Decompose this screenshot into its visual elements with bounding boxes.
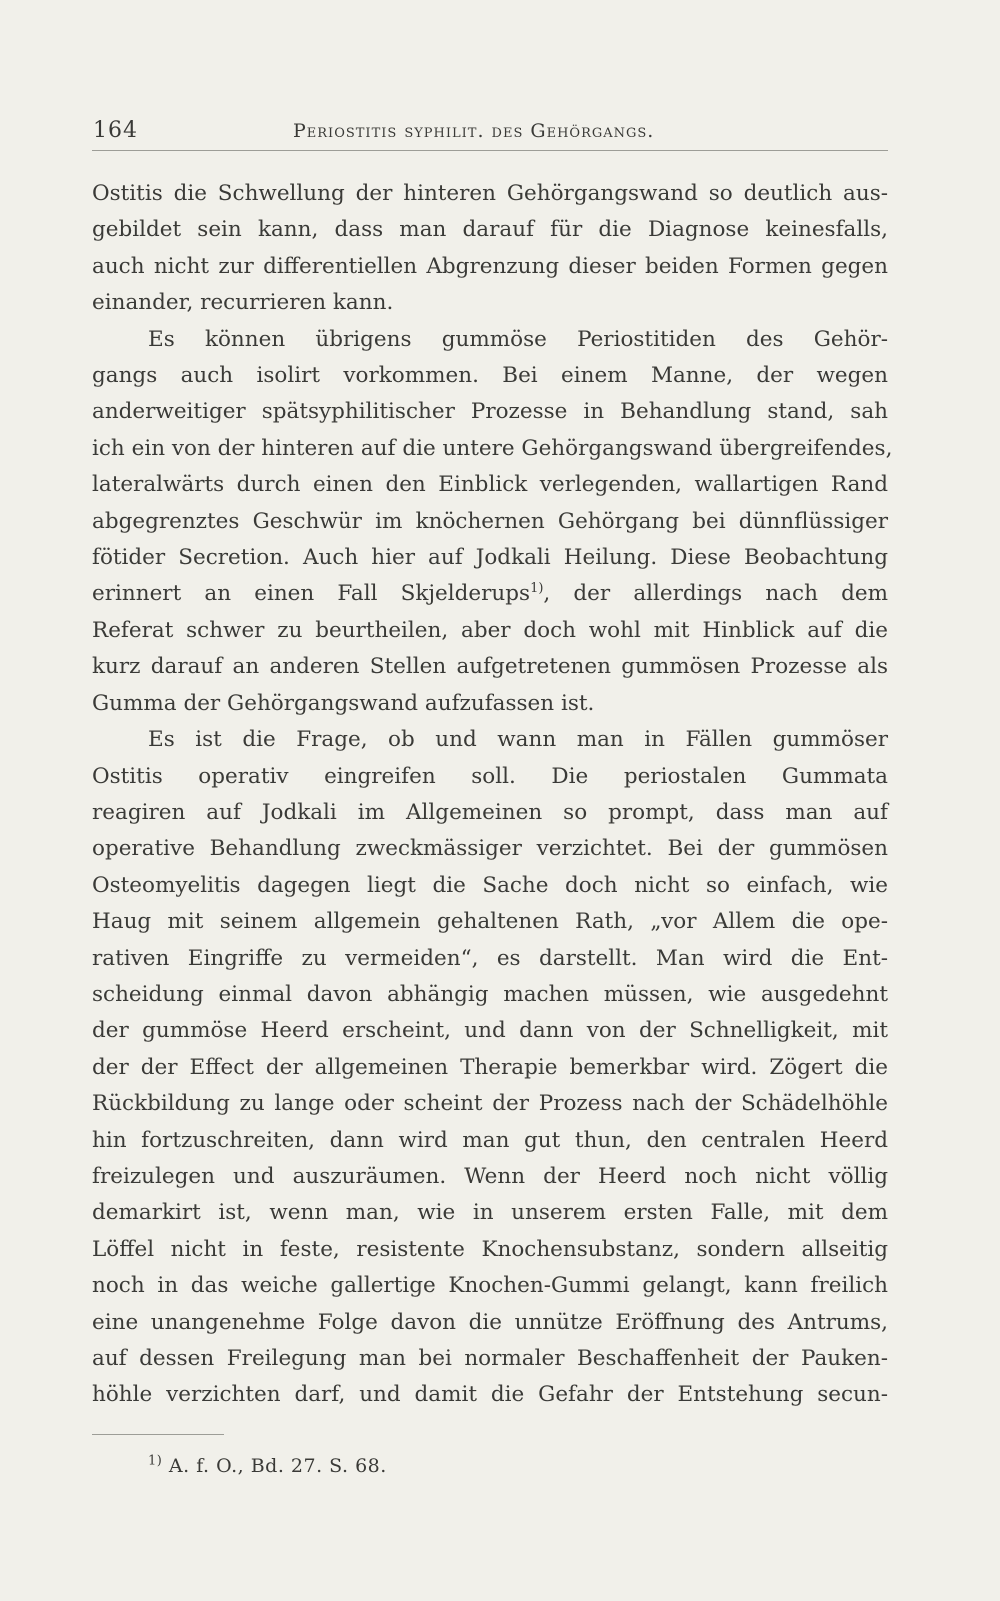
text-line: gangs auch isolirt vorkommen. Bei einem Manne, der wegen [92,363,888,389]
text-line: Ostitis operativ eingreifen soll. Die periostalen Gummata [92,763,888,789]
text-line: rativen Eingriffe zu vermeiden“, es darstellt. Man wird die Ent- [92,945,888,971]
text-line: reagiren auf Jodkali im Allgemeinen so prompt, dass man auf [92,799,888,825]
footnote [148,1455,387,1477]
text-line: Ostitis die Schwellung der hinteren Gehörgangswand so deutlich aus- [92,181,888,206]
text-line: eine unangenehme Folge davon die unnütze Eröffnung des Antrums, [92,1309,888,1335]
footnote-text: A. f. O., Bd. 27. S. 68. [168,1455,387,1477]
text-line: hin fortzuschreiten, dann wird man gut thun, den centralen Heerd [92,1127,888,1153]
text-line: freizulegen und auszuräumen. Wenn der Heerd noch nicht völlig [92,1163,888,1189]
text-line: auch nicht zur differentiellen Abgrenzung dieser beiden Formen gegen [92,253,888,279]
text-line: Haug mit seinem allgemein gehaltenen Rath, „vor Allem die ope- [92,909,888,935]
text-line: Osteomyelitis dagegen liegt die Sache doch nicht so einfach, wie [92,872,888,898]
text-line: Gumma der Gehörgangswand aufzufassen ist. [92,690,595,716]
text-line: Rückbildung zu lange oder scheint der Prozess nach der Schädelhöhle [92,1091,888,1117]
text-line: Es ist die Frage, ob und wann man in Fällen gummöser [148,727,888,753]
text-segment: , der allerdings nach dem [543,581,888,607]
text-line: der gummöse Heerd erscheint, und dann von der Schnelligkeit, mit [92,1018,888,1044]
text-line: auf dessen Freilegung man bei normaler Beschaffenheit der Pauken- [92,1346,888,1371]
text-line: der der Effect der allgemeinen Therapie bemerkbar wird. Zögert die [92,1054,888,1080]
text-line: Referat schwer zu beurtheilen, aber doch wohl mit Hinblick auf die [92,617,888,643]
footnote-marker: 1) [530,581,544,597]
text-line: gebildet sein kann, dass man darauf für die Diagnose keinesfalls, [92,217,888,243]
text-line: kurz darauf an anderen Stellen aufgetretenen gummösen Prozesse als [92,654,888,680]
header-rule [92,150,888,151]
text-line: scheidung einmal davon abhängig machen müssen, wie ausgedehnt [92,981,888,1007]
text-line: operative Behandlung zweckmässiger verzichtet. Bei der gummösen [92,836,888,862]
text-line: lateralwärts durch einen den Einblick verlegenden, wallartigen Rand [92,472,888,498]
text-line-with-footnote [92,576,888,612]
text-line: ich ein von der hinteren auf die untere Gehörgangswand übergreifendes, [92,435,893,461]
main-text [92,176,893,1414]
text-line: höhle verzichten darf, und damit die Gefahr der Entstehung secun- [92,1382,888,1408]
text-line: Löffel nicht in feste, resistente Knochensubstanz, sondern allseitig [92,1236,888,1262]
page-number: 164 [93,118,138,143]
text-line: anderweitiger spätsyphilitischer Prozesse in Behandlung stand, sah [92,399,888,425]
text-line: fötider Secretion. Auch hier auf Jodkali Heilung. Diese Beobachtung [92,545,888,571]
text-line: einander, recurrieren kann. [92,290,394,316]
running-title: Periostitis syphilit. des Gehörgangs. [293,120,655,142]
text-line: abgegrenztes Geschwür im knöchernen Gehörgang bei dünnflüssiger [92,508,888,534]
text-line: demarkirt ist, wenn man, wie in unserem ersten Falle, mit dem [92,1200,888,1226]
text-segment: erinnert an einen Fall Skjelderups [92,581,531,607]
footnote-rule [92,1434,224,1435]
text-line: noch in das weiche gallertige Knochen-Gummi gelangt, kann freilich [92,1273,888,1299]
text-line: Es können übrigens gummöse Periostitiden des Gehör- [148,326,888,352]
footnote-marker: 1) [148,1453,163,1469]
